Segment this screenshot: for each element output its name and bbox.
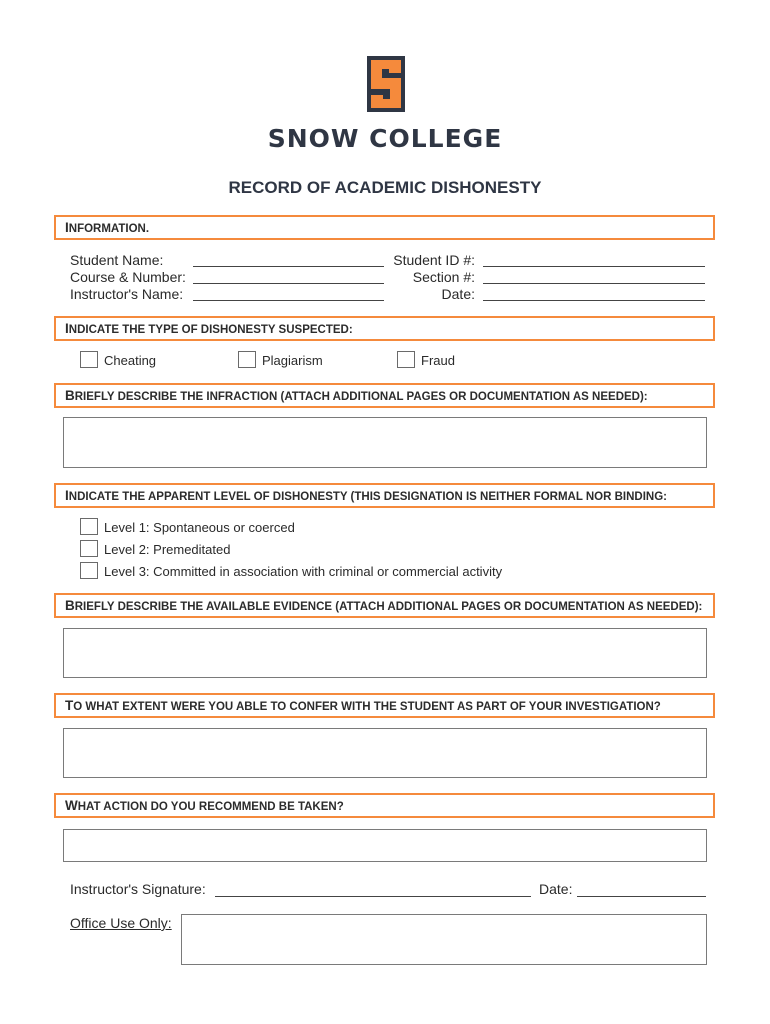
instructor-name-field[interactable]	[193, 300, 384, 301]
signature-date-label: Date:	[539, 881, 573, 897]
section-header-infraction: BRIEFLY DESCRIBE THE INFRACTION (ATTACH ADDITIONAL PAGES OR DOCUMENTATION AS NEEDED):	[54, 383, 715, 408]
evidence-textbox[interactable]	[63, 628, 707, 678]
student-id-label: Student ID #:	[393, 252, 475, 268]
cheating-checkbox[interactable]	[80, 351, 98, 368]
section-header-information: INFORMATION.	[54, 215, 715, 240]
plagiarism-label: Plagiarism	[262, 353, 323, 368]
level-1-label: Level 1: Spontaneous or coerced	[104, 520, 295, 535]
plagiarism-checkbox[interactable]	[238, 351, 256, 368]
section-field[interactable]	[483, 283, 705, 284]
section-header-action: WHAT ACTION DO YOU RECOMMEND BE TAKEN?	[54, 793, 715, 818]
office-use-textbox[interactable]	[181, 914, 707, 965]
signature-date-field[interactable]	[577, 896, 706, 897]
fraud-checkbox[interactable]	[397, 351, 415, 368]
section-header-evidence: BRIEFLY DESCRIBE THE AVAILABLE EVIDENCE (ATTACH ADDITIONAL PAGES OR DOCUMENTATION AS NEEDED):	[54, 593, 715, 618]
office-use-only-label: Office Use Only:	[70, 915, 172, 931]
course-number-field[interactable]	[193, 283, 384, 284]
instructor-signature-field[interactable]	[215, 896, 531, 897]
date-field[interactable]	[483, 300, 705, 301]
section-header-type: INDICATE THE TYPE OF DISHONESTY SUSPECTED:	[54, 316, 715, 341]
student-name-label: Student Name:	[70, 252, 164, 268]
student-id-field[interactable]	[483, 266, 705, 267]
instructor-name-label: Instructor's Name:	[70, 286, 184, 302]
section-header-confer: TO WHAT EXTENT WERE YOU ABLE TO CONFER WITH THE STUDENT AS PART OF YOUR INVESTIGATION?	[54, 693, 715, 718]
cheating-label: Cheating	[104, 353, 157, 368]
section-header-level: INDICATE THE APPARENT LEVEL OF DISHONESTY (THIS DESIGNATION IS NEITHER FORMAL NOR BINDING:	[54, 483, 715, 508]
s-shield-icon	[367, 56, 405, 112]
level-3-label: Level 3: Committed in association with criminal or commercial activity	[104, 564, 503, 579]
date-label: Date:	[441, 286, 475, 302]
instructor-signature-label: Instructor's Signature:	[70, 881, 206, 897]
course-number-label: Course & Number:	[70, 269, 186, 285]
level-2-checkbox[interactable]	[80, 540, 98, 557]
student-name-field[interactable]	[193, 266, 384, 267]
level-3-checkbox[interactable]	[80, 562, 98, 579]
section-label: Section #:	[412, 269, 475, 285]
logo-wordmark: SNOW COLLEGE	[267, 124, 503, 153]
confer-textbox[interactable]	[63, 728, 707, 778]
infraction-textbox[interactable]	[63, 417, 707, 468]
fraud-label: Fraud	[421, 353, 455, 368]
level-2-label: Level 2: Premeditated	[104, 542, 231, 557]
action-textbox[interactable]	[63, 829, 707, 862]
page-title: RECORD OF ACADEMIC DISHONESTY	[228, 178, 542, 197]
level-1-checkbox[interactable]	[80, 518, 98, 535]
